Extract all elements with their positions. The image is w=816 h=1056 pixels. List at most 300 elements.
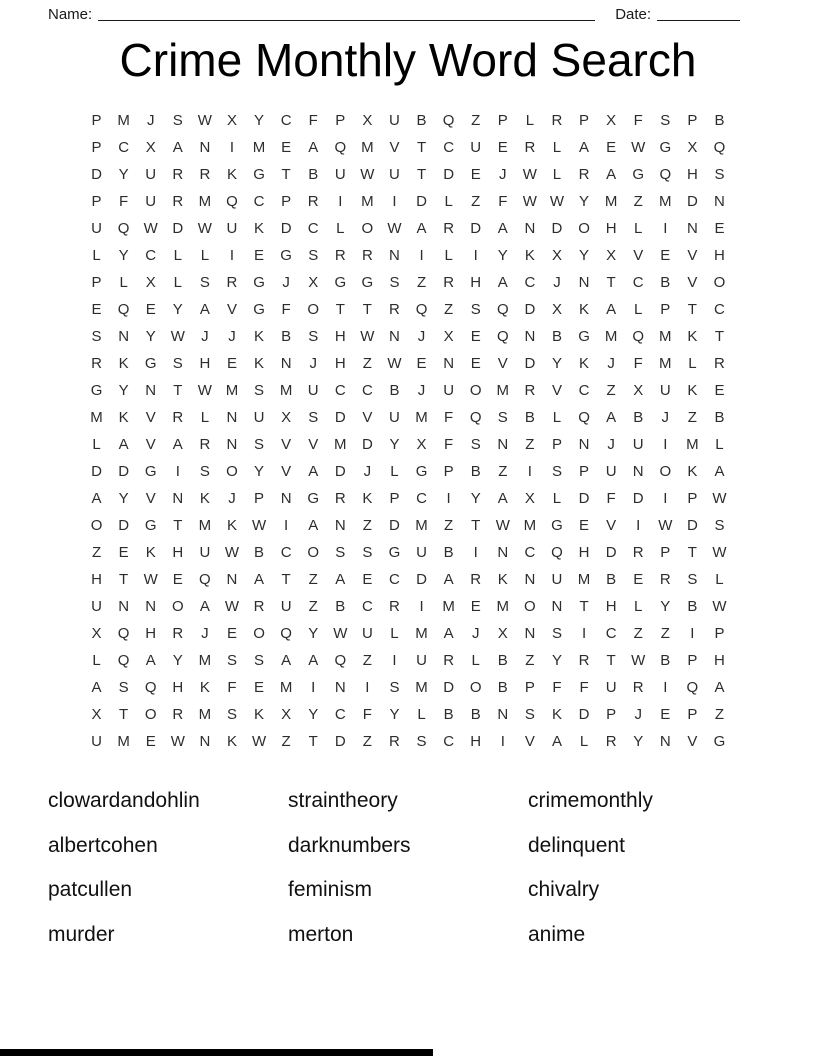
grid-cell: R <box>199 436 211 453</box>
grid-cell: M <box>604 328 618 345</box>
grid-cell: P <box>91 274 102 291</box>
grid-cell: J <box>146 112 155 129</box>
grid-cell: T <box>606 652 616 669</box>
grid-cell: U <box>145 166 157 183</box>
grid-cell: W <box>360 328 375 345</box>
grid-cell: F <box>444 409 454 426</box>
grid-cell: P <box>687 490 698 507</box>
grid-cell: T <box>416 166 427 183</box>
grid-cell: R <box>307 193 319 210</box>
grid-cell: M <box>198 193 212 210</box>
grid-cell: N <box>280 355 292 372</box>
grid-cell: P <box>524 679 535 696</box>
grid-cell: S <box>199 274 210 291</box>
grid-cell: W <box>197 220 212 237</box>
grid-cell: W <box>712 598 727 615</box>
grid-cell: V <box>524 733 535 750</box>
grid-cell: W <box>143 220 158 237</box>
grid-cell: A <box>606 166 617 183</box>
grid-cell: A <box>335 571 346 588</box>
grid-cell: Y <box>551 355 562 372</box>
grid-cell: W <box>522 166 537 183</box>
grid-cell: C <box>632 274 644 291</box>
grid-cell: Y <box>118 247 129 264</box>
grid-cell: E <box>470 598 481 615</box>
grid-cell: D <box>118 463 130 480</box>
grid-cell: F <box>444 436 454 453</box>
grid-cell: Q <box>632 328 645 345</box>
grid-cell: N <box>226 571 238 588</box>
grid-cell: W <box>387 220 402 237</box>
grid-cell: Q <box>334 139 347 156</box>
grid-cell: G <box>388 544 401 561</box>
grid-cell: N <box>497 436 509 453</box>
grid-cell: S <box>199 463 210 480</box>
grid-cell: O <box>361 220 374 237</box>
grid-cell: O <box>144 706 157 723</box>
grid-cell: N <box>226 436 238 453</box>
grid-cell: O <box>524 598 536 615</box>
grid-cell: S <box>226 652 237 669</box>
grid-cell: X <box>91 706 102 723</box>
grid-cell: R <box>91 355 102 372</box>
grid-cell: I <box>690 625 695 642</box>
word-item: murder <box>48 922 115 946</box>
grid-cell: V <box>687 247 698 264</box>
grid-cell: M <box>496 598 510 615</box>
word-item: straintheory <box>288 789 398 812</box>
grid-cell: Z <box>471 112 481 129</box>
grid-cell: Y <box>633 733 644 750</box>
grid-cell: A <box>254 571 265 588</box>
grid-cell: B <box>606 571 617 588</box>
grid-cell: O <box>469 382 482 399</box>
grid-cell: T <box>119 706 129 723</box>
grid-cell: I <box>663 220 668 237</box>
grid-cell: Q <box>117 652 130 669</box>
grid-cell: W <box>658 517 673 534</box>
grid-cell: L <box>92 652 101 669</box>
grid-cell: W <box>333 625 348 642</box>
grid-cell: U <box>91 220 102 237</box>
grid-cell: A <box>714 463 725 480</box>
grid-cell: C <box>307 220 319 237</box>
grid-cell: Q <box>117 301 130 318</box>
grid-cell: L <box>173 274 182 291</box>
grid-cell: O <box>659 463 672 480</box>
grid-cell: W <box>631 139 646 156</box>
grid-cell: V <box>145 490 156 507</box>
grid-cell: X <box>633 382 644 399</box>
grid-cell: N <box>334 517 346 534</box>
grid-cell: U <box>416 544 427 561</box>
grid-cell: B <box>470 706 481 723</box>
grid-cell: O <box>90 517 103 534</box>
grid-cell: I <box>636 517 641 534</box>
grid-cell: B <box>389 382 400 399</box>
grid-cell: S <box>118 679 129 696</box>
grid-cell: E <box>714 382 725 399</box>
grid-cell: P <box>335 112 346 129</box>
grid-cell: K <box>687 328 698 345</box>
grid-cell: M <box>90 409 103 426</box>
grid-cell: A <box>416 220 427 237</box>
grid-cell: L <box>525 112 535 129</box>
grid-cell: I <box>229 247 235 264</box>
grid-cell: S <box>172 112 183 129</box>
grid-cell: Z <box>606 382 616 399</box>
grid-cell: R <box>253 598 265 615</box>
word-item: clowardandohlin <box>48 789 200 812</box>
grid-cell: X <box>524 490 535 507</box>
grid-cell: X <box>308 274 319 291</box>
grid-cell: F <box>308 112 318 129</box>
grid-cell: T <box>687 544 697 561</box>
grid-cell: E <box>91 301 102 318</box>
grid-cell: R <box>443 274 455 291</box>
grid-cell: N <box>714 193 725 210</box>
grid-cell: W <box>143 571 158 588</box>
grid-cell: M <box>415 517 428 534</box>
grid-cell: R <box>172 409 184 426</box>
grid-cell: Q <box>199 571 211 588</box>
grid-cell: B <box>714 112 725 129</box>
grid-cell: T <box>606 274 616 291</box>
grid-cell: E <box>145 301 156 318</box>
grid-cell: P <box>687 652 698 669</box>
grid-cell: D <box>389 517 400 534</box>
grid-cell: M <box>659 193 672 210</box>
grid-cell: Y <box>551 652 562 669</box>
grid-cell: M <box>415 625 428 642</box>
grid-cell: K <box>687 382 698 399</box>
grid-cell: I <box>229 139 235 156</box>
grid-cell: D <box>172 220 184 237</box>
grid-cell: U <box>389 166 400 183</box>
grid-cell: T <box>714 328 725 345</box>
grid-cell: O <box>713 274 726 291</box>
grid-cell: E <box>281 139 292 156</box>
grid-cell: K <box>254 328 265 345</box>
grid-cell: G <box>253 166 265 183</box>
grid-cell: U <box>659 382 671 399</box>
grid-cell: Q <box>280 625 292 642</box>
grid-cell: W <box>224 544 240 561</box>
grid-cell: C <box>389 571 400 588</box>
grid-cell: P <box>660 544 671 561</box>
grid-cell: I <box>338 193 343 210</box>
grid-cell: X <box>551 247 562 264</box>
grid-cell: S <box>308 328 319 345</box>
grid-cell: W <box>251 517 267 534</box>
grid-cell: P <box>497 112 508 129</box>
grid-cell: D <box>632 490 644 507</box>
grid-cell: Q <box>144 679 157 696</box>
grid-cell: J <box>417 382 426 399</box>
grid-cell: A <box>497 274 508 291</box>
grid-cell: R <box>443 652 455 669</box>
grid-cell: Q <box>117 220 130 237</box>
grid-cell: Y <box>579 193 590 210</box>
word-item: delinquent <box>528 833 625 857</box>
grid-cell: S <box>254 652 265 669</box>
grid-cell: F <box>119 193 129 210</box>
grid-cell: X <box>551 301 562 318</box>
grid-cell: Z <box>308 571 318 588</box>
grid-cell: S <box>551 625 562 642</box>
grid-cell: L <box>444 247 453 264</box>
grid-cell: F <box>633 355 643 372</box>
grid-cell: H <box>172 544 184 561</box>
name-label: Name: <box>48 6 93 23</box>
grid-cell: R <box>389 598 400 615</box>
grid-cell: T <box>362 301 372 318</box>
grid-cell: L <box>444 193 453 210</box>
grid-cell: K <box>199 490 210 507</box>
grid-cell: L <box>92 247 101 264</box>
grid-cell: Z <box>362 733 372 750</box>
grid-cell: Z <box>687 409 697 426</box>
grid-cell: R <box>334 490 346 507</box>
grid-cell: E <box>226 625 237 642</box>
grid-cell: V <box>633 247 644 264</box>
grid-cell: P <box>579 463 590 480</box>
name-blank-line <box>98 7 595 21</box>
word-list-column <box>288 779 528 957</box>
grid-cell: W <box>170 733 185 750</box>
grid-cell: C <box>280 544 292 561</box>
grid-cell: G <box>334 274 347 291</box>
grid-cell: V <box>389 139 400 156</box>
grid-cell: T <box>173 517 183 534</box>
grid-cell: M <box>198 706 212 723</box>
grid-cell: I <box>365 679 370 696</box>
grid-cell: S <box>714 517 725 534</box>
grid-cell: I <box>581 625 587 642</box>
grid-cell: V <box>281 436 292 453</box>
grid-cell: K <box>226 166 237 183</box>
grid-cell: P <box>606 706 617 723</box>
grid-cell: K <box>497 571 508 588</box>
grid-cell: A <box>551 733 562 750</box>
grid-cell: E <box>254 247 265 264</box>
grid-cell: A <box>606 301 617 318</box>
grid-cell: V <box>606 517 617 534</box>
grid-cell: E <box>172 571 183 588</box>
grid-cell: B <box>443 706 454 723</box>
grid-cell: G <box>144 517 157 534</box>
grid-cell: W <box>712 490 727 507</box>
grid-cell: F <box>362 706 372 723</box>
grid-cell: A <box>172 436 183 453</box>
grid-cell: U <box>605 679 617 696</box>
grid-cell: P <box>660 301 671 318</box>
grid-cell: D <box>416 571 427 588</box>
grid-cell: E <box>118 544 129 561</box>
grid-cell: A <box>579 139 590 156</box>
grid-cell: H <box>470 274 482 291</box>
grid-cell: V <box>226 301 237 318</box>
grid-cell: O <box>578 220 590 237</box>
grid-cell: C <box>253 193 265 210</box>
grid-cell: K <box>118 409 129 426</box>
grid-cell: U <box>91 598 102 615</box>
grid-cell: R <box>172 706 184 723</box>
grid-cell: R <box>361 247 373 264</box>
grid-cell: B <box>254 544 265 561</box>
grid-cell: C <box>416 490 427 507</box>
grid-cell: Y <box>118 166 129 183</box>
grid-cell: I <box>663 679 668 696</box>
grid-cell: N <box>145 598 157 615</box>
grid-cell: G <box>144 355 157 372</box>
grid-cell: D <box>551 220 563 237</box>
grid-cell: I <box>473 544 478 561</box>
grid-cell: D <box>416 193 427 210</box>
grid-cell: B <box>497 679 508 696</box>
grid-cell: J <box>661 409 670 426</box>
grid-cell: C <box>361 598 373 615</box>
grid-cell: Z <box>525 436 535 453</box>
grid-cell: F <box>498 193 508 210</box>
grid-cell: U <box>389 409 400 426</box>
grid-cell: L <box>200 247 210 264</box>
grid-cell: H <box>199 355 211 372</box>
grid-cell: G <box>551 517 563 534</box>
grid-cell: L <box>552 139 562 156</box>
grid-cell: P <box>579 112 590 129</box>
grid-cell: S <box>416 733 427 750</box>
grid-cell: G <box>578 328 590 345</box>
grid-cell: L <box>579 733 589 750</box>
grid-cell: K <box>226 517 237 534</box>
grid-cell: E <box>633 571 644 588</box>
grid-cell: J <box>201 625 209 642</box>
grid-cell: N <box>578 274 590 291</box>
grid-cell: Q <box>713 139 726 156</box>
grid-cell: G <box>253 301 265 318</box>
grid-cell: X <box>226 112 237 129</box>
grid-cell: U <box>361 625 373 642</box>
grid-cell: D <box>91 166 102 183</box>
grid-cell: Y <box>470 490 481 507</box>
grid-cell: M <box>117 733 130 750</box>
grid-cell: K <box>199 679 210 696</box>
grid-cell: Y <box>254 112 265 129</box>
grid-cell: Q <box>226 193 238 210</box>
grid-cell: L <box>417 706 426 723</box>
grid-cell: X <box>362 112 373 129</box>
grid-cell: J <box>634 706 642 723</box>
grid-cell: X <box>91 625 102 642</box>
grid-cell: A <box>281 652 292 669</box>
grid-cell: J <box>417 328 426 345</box>
grid-cell: D <box>334 409 346 426</box>
grid-cell: Q <box>686 679 699 696</box>
grid-cell: W <box>631 652 646 669</box>
grid-cell: L <box>552 490 562 507</box>
grid-cell: S <box>497 409 508 426</box>
grid-cell: U <box>632 436 644 453</box>
grid-cell: D <box>118 517 130 534</box>
grid-cell: N <box>524 571 536 588</box>
word-item: feminism <box>288 878 373 901</box>
grid-cell: S <box>335 544 346 561</box>
grid-cell: N <box>524 220 536 237</box>
grid-cell: J <box>553 274 561 291</box>
grid-cell: M <box>225 382 239 399</box>
grid-cell: A <box>308 139 319 156</box>
grid-cell: M <box>361 139 374 156</box>
grid-cell: V <box>687 274 698 291</box>
date-label: Date: <box>615 6 652 23</box>
grid-cell: C <box>524 544 536 561</box>
grid-cell: L <box>552 166 562 183</box>
grid-cell: R <box>199 166 211 183</box>
grid-cell: A <box>443 625 454 642</box>
grid-cell: S <box>389 679 400 696</box>
grid-cell: O <box>171 598 184 615</box>
grid-cell: K <box>524 247 535 264</box>
page-title: Crime Monthly Word Search <box>119 34 697 86</box>
grid-cell: X <box>443 328 454 345</box>
word-item: darknumbers <box>288 833 411 857</box>
grid-cell: X <box>145 274 156 291</box>
grid-cell: E <box>660 706 671 723</box>
grid-cell: Y <box>172 301 183 318</box>
grid-cell: Q <box>496 328 509 345</box>
grid-cell: K <box>254 355 265 372</box>
grid-cell: Z <box>362 517 372 534</box>
grid-cell: S <box>254 382 265 399</box>
grid-cell: M <box>361 193 374 210</box>
grid-cell: I <box>311 679 316 696</box>
grid-cell: Z <box>416 274 427 291</box>
grid-cell: L <box>119 274 128 291</box>
grid-cell: H <box>605 220 617 237</box>
grid-cell: Q <box>117 625 130 642</box>
grid-cell: R <box>632 544 644 561</box>
grid-cell: W <box>197 382 212 399</box>
grid-cell: P <box>91 112 102 129</box>
grid-cell: B <box>714 409 725 426</box>
grid-cell: H <box>714 247 725 264</box>
grid-cell: Z <box>444 301 454 318</box>
grid-cell: N <box>578 436 590 453</box>
grid-cell: U <box>470 139 482 156</box>
grid-cell: I <box>284 517 289 534</box>
grid-cell: Z <box>525 652 535 669</box>
grid-cell: C <box>443 139 455 156</box>
grid-cell: Z <box>362 652 372 669</box>
grid-cell: Y <box>497 247 508 264</box>
grid-cell: Z <box>308 598 318 615</box>
grid-cell: D <box>686 193 698 210</box>
grid-cell: N <box>172 490 184 507</box>
grid-cell: M <box>496 382 510 399</box>
grid-cell: F <box>552 679 562 696</box>
grid-cell: I <box>419 247 424 264</box>
grid-cell: X <box>281 409 292 426</box>
grid-cell: A <box>145 652 156 669</box>
grid-cell: C <box>118 139 130 156</box>
grid-cell: Z <box>633 193 643 210</box>
grid-cell: S <box>308 409 319 426</box>
grid-cell: J <box>201 328 209 345</box>
grid-cell: E <box>470 166 481 183</box>
grid-cell: U <box>334 166 346 183</box>
grid-cell: A <box>199 598 210 615</box>
